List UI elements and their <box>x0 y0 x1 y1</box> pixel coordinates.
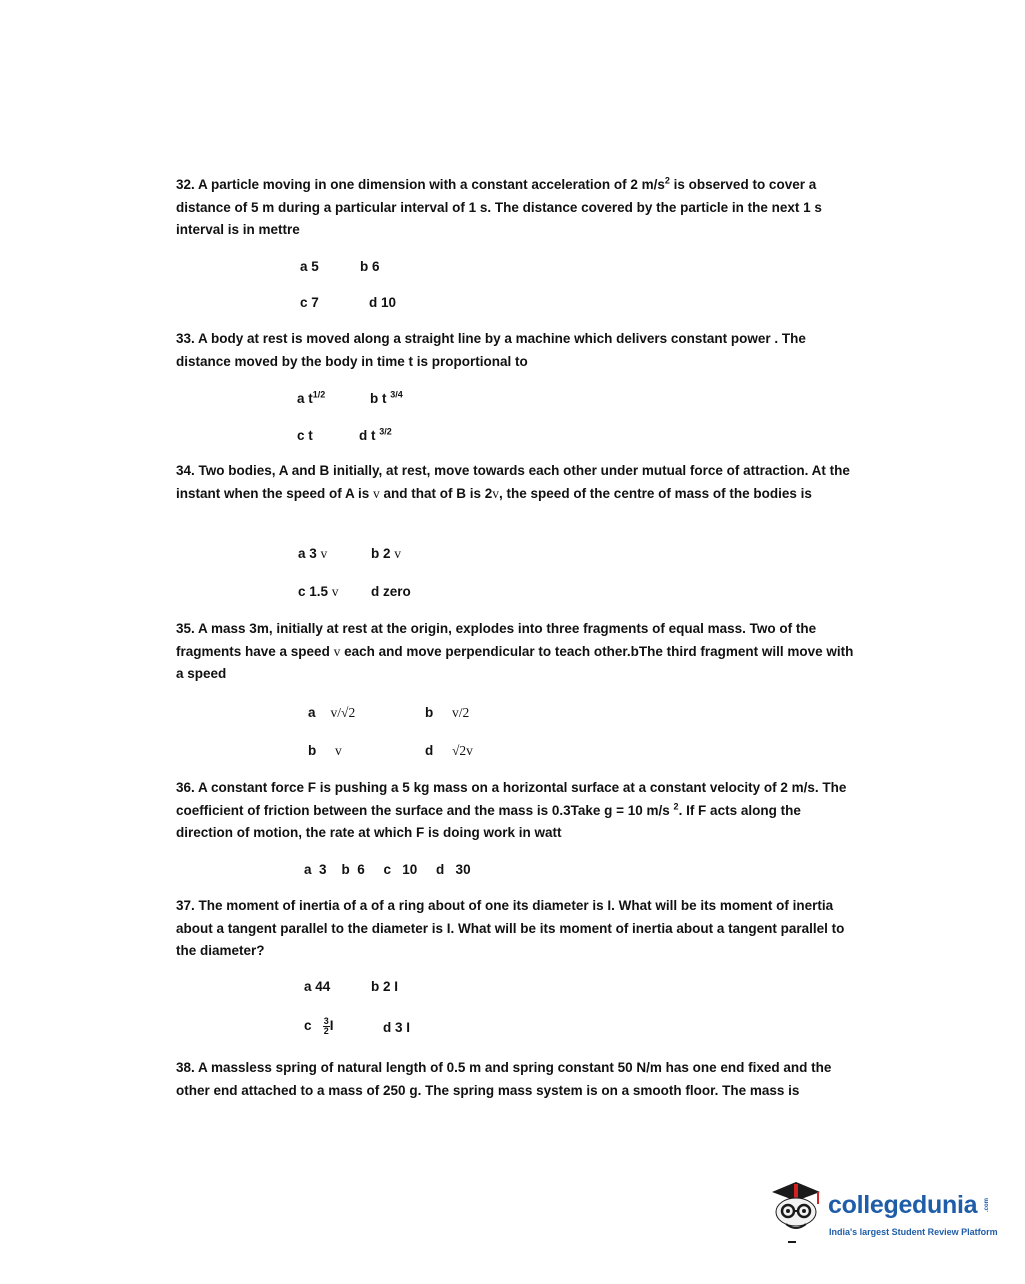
brand-tagline: India's largest Student Review Platform <box>829 1227 998 1237</box>
question-37: 37. The moment of inertia of a of a ring about of one its diameter is I. What will be its moment of inertia about a tangent parallel to the diameter is I. What will be its moment of inertia about a tangent parallel to the diameter? <box>176 898 845 958</box>
question-32: 32. A particle moving in one dimension with a constant acceleration of 2 $m/s^2$ is observed to cover a distance of 5 m during a particular interval of 1 s. The distance covered by the particle in the next 1 s interval is in mettre <box>176 175 822 237</box>
q37-option-a: a 44 <box>304 979 331 994</box>
q34-option-c: c 1.5 v <box>298 584 339 599</box>
question-38: 38. A massless spring of natural length of 0.5 m and spring constant 50 N/m has one end fixed and the other end attached to a mass of 250 g. The spring mass system is on a smooth floor. The mass is <box>176 1060 832 1098</box>
question-33: 33. A body at rest is moved along a straight line by a machine which delivers constant power . The distance moved by the body in time t is proportional to <box>176 331 806 369</box>
q33-option-b: b t $^{3/4}$ <box>370 389 403 406</box>
q35-option-a: a v/√2 <box>308 705 356 720</box>
q34-option-d: d zero <box>371 584 411 599</box>
q35-option-c: b v <box>308 743 342 758</box>
q32-option-c: c 7 <box>300 295 319 310</box>
brand-name: collegedunia <box>828 1191 978 1219</box>
q32-option-d: d 10 <box>369 295 397 310</box>
brand-dotcom: .com <box>984 1198 990 1213</box>
question-36: 36. A constant force F is pushing a 5 kg mass on a horizontal surface at a constant velocity of 2 m/s. The coefficient of friction between the surface and the mass is 0.3Take g = 10 m/s $^2$. If F acts along the direction of motion, the rate at which F is doing work in watt <box>176 780 847 840</box>
q33-option-a: a $t^{1/2}$ <box>297 389 326 406</box>
q33-option-c: c t <box>297 428 313 443</box>
q32-option-b: b 6 <box>360 259 380 274</box>
q37-option-c: c $\frac{3}{2}$ I <box>304 1016 334 1036</box>
q34-option-a: a 3 v <box>298 546 328 561</box>
fraction: $\frac{3}{2}$ <box>323 1016 329 1036</box>
q36-options: a 3 b 6 c 10 d 30 <box>304 862 471 877</box>
q37-option-d: d 3 I <box>383 1020 411 1035</box>
q35-option-d: d √2v <box>425 743 473 758</box>
question-35: 35. A mass 3m, initially at rest at the origin, explodes into three fragments of equal mass. Two of the fragments have a speed v each and move perpendicular to teach other.bThe third fragment will move with a speed <box>176 621 854 681</box>
q37-option-b: b 2 I <box>371 979 399 994</box>
q34-option-b: b 2 v <box>371 546 402 561</box>
q35-option-b: b v/2 <box>425 705 470 720</box>
q33-option-d: d t $^{3/2}$ <box>359 426 392 443</box>
mascot-logo-icon <box>768 1176 828 1246</box>
question-34: 34. Two bodies, A and B initially, at rest, move towards each other under mutual force of attraction. At the instant when the speed of A is v and that of B is 2v, the speed of the centre of mass of the bodies is <box>176 463 850 501</box>
q32-option-a: a 5 <box>300 259 319 274</box>
